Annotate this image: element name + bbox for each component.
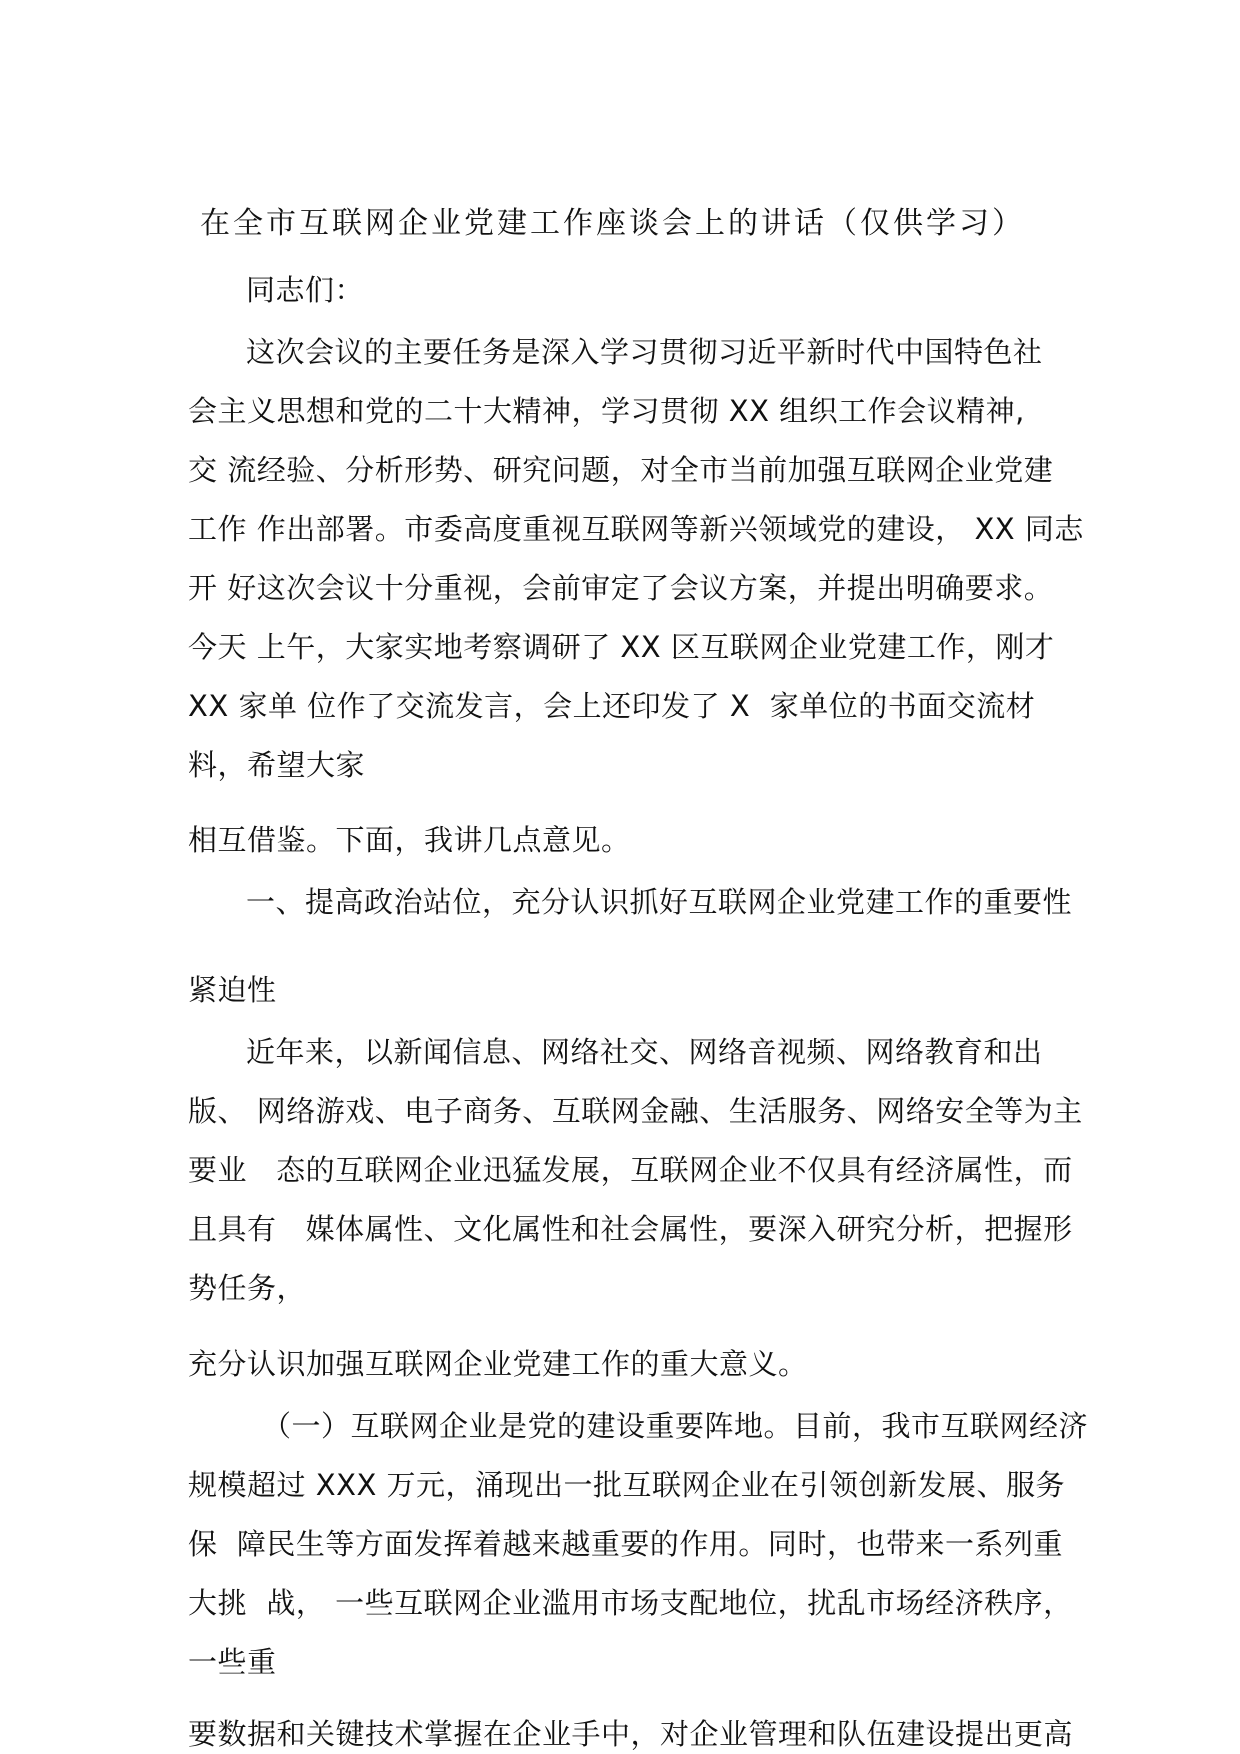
section-heading: 一、提高政治站位，充分认识抓好互联网企业党建工作的重要性 bbox=[246, 885, 1073, 919]
paragraph-line: 要数据和关键技术掌握在企业手中，对企业管理和队伍建设提出更高 bbox=[188, 1717, 1074, 1751]
section-heading-continued: 紧迫性 bbox=[188, 973, 277, 1007]
paragraph-line: 近年来，以新闻信息、网络社交、网络音视频、网络教育和出 bbox=[246, 1035, 1043, 1069]
paragraph-line: 版、 网络游戏、电子商务、互联网金融、生活服务、网络安全等为主 bbox=[188, 1094, 1083, 1128]
document-title: 在全市互联网企业党建工作座谈会上的讲话（仅供学习） bbox=[200, 206, 1025, 241]
paragraph-line: 大挑 战， 一些互联网企业滥用市场支配地位，扰乱市场经济秩序， bbox=[188, 1586, 1073, 1620]
paragraph-line: 交 流经验、分析形势、研究问题，对全市当前加强互联网企业党建 bbox=[188, 453, 1054, 487]
paragraph-line: 会主义思想和党的二十大精神，学习贯彻 XX 组织工作会议精神, bbox=[188, 394, 1025, 428]
paragraph-line: 开 好这次会议十分重视，会前审定了会议方案，并提出明确要求。 bbox=[188, 571, 1054, 605]
paragraph-line: 势任务， bbox=[188, 1271, 307, 1305]
paragraph-line: 这次会议的主要任务是深入学习贯彻习近平新时代中国特色社 bbox=[246, 335, 1043, 369]
subsection-line: （一）互联网企业是党的建设重要阵地。目前，我市互联网经济 bbox=[262, 1409, 1089, 1443]
salutation: 同志们： bbox=[246, 273, 365, 307]
paragraph-line: 保 障民生等方面发挥着越来越重要的作用。同时，也带来一系列重 bbox=[188, 1527, 1063, 1561]
paragraph-line: 一些重 bbox=[188, 1645, 277, 1679]
paragraph-line: 今天 上午，大家实地考察调研了 XX 区互联网企业党建工作，刚才 bbox=[188, 630, 1055, 664]
paragraph-line: 且具有 媒体属性、文化属性和社会属性，要深入研究分析，把握形 bbox=[188, 1212, 1073, 1246]
paragraph-line: 工作 作出部署。市委高度重视互联网等新兴领域党的建设， XX 同志 bbox=[188, 512, 1084, 546]
paragraph-line: 料，希望大家 bbox=[188, 748, 366, 782]
paragraph-line: 充分认识加强互联网企业党建工作的重大意义。 bbox=[188, 1347, 808, 1381]
paragraph-line: XX 家单 位作了交流发言，会上还印发了 X 家单位的书面交流材 bbox=[188, 689, 1036, 723]
paragraph-line: 要业 态的互联网企业迅猛发展，互联网企业不仅具有经济属性，而 bbox=[188, 1153, 1073, 1187]
paragraph-line: 规模超过 XXX 万元，涌现出一批互联网企业在引领创新发展、服务 bbox=[188, 1468, 1066, 1502]
paragraph-line: 相互借鉴。下面，我讲几点意见。 bbox=[188, 823, 631, 857]
